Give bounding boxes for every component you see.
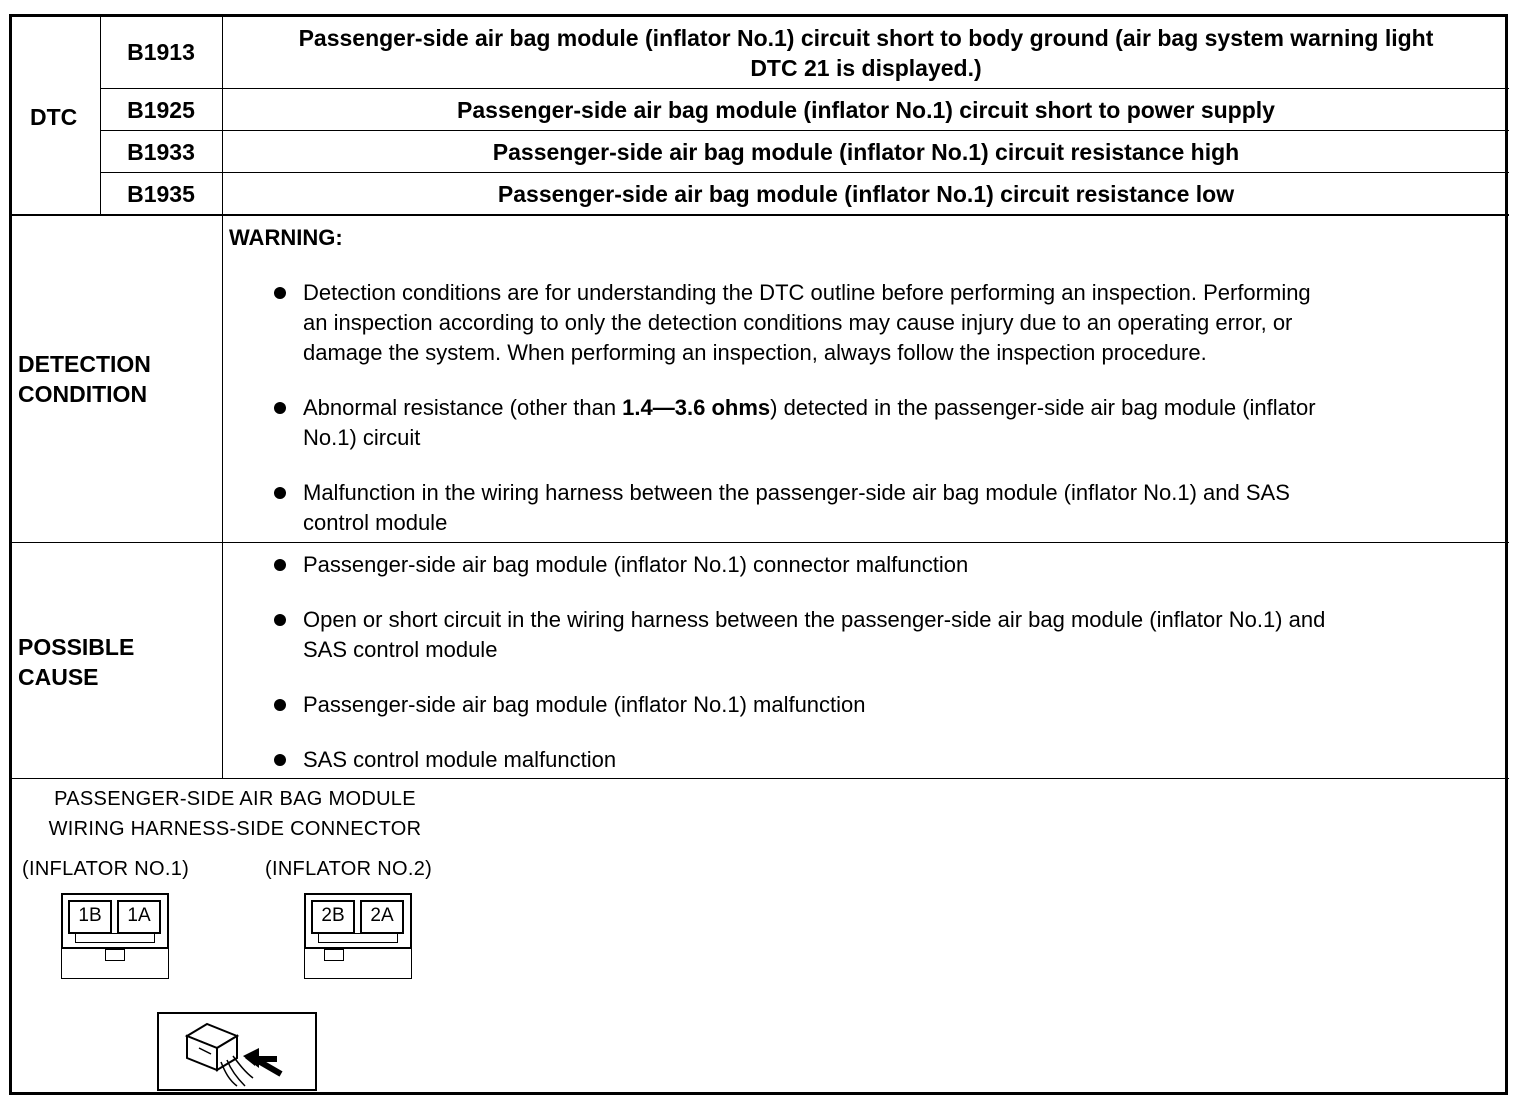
- detection-item-line: damage the system. When performing an inspection, always follow the inspection procedure.: [303, 340, 1207, 365]
- detection-condition-label: [18, 349, 151, 409]
- harness-connector-icon: [157, 1012, 317, 1091]
- section-divider: [11, 542, 1509, 543]
- harness-connector-icon-drawing: [159, 1014, 315, 1089]
- dtc-description-line: DTC 21 is displayed.): [750, 55, 982, 81]
- detection-item-line: [303, 393, 1316, 423]
- bullet-icon: [274, 559, 286, 571]
- bullet-icon: [274, 402, 286, 414]
- dtc-code: B1935: [127, 181, 195, 207]
- inflator-1-connector: [61, 893, 169, 981]
- connector-pin: 2B: [311, 900, 355, 934]
- detection-item: [303, 393, 1316, 453]
- connector-latch: [318, 933, 398, 943]
- resistance-range: 1.4—3.6 ohms: [622, 395, 771, 420]
- cause-item: [303, 605, 1325, 665]
- detection-item: [303, 478, 1290, 538]
- dtc-code: B1925: [127, 97, 195, 123]
- detection-item: [303, 278, 1311, 368]
- bullet-icon: [274, 487, 286, 499]
- detection-item-text: Abnormal resistance (other than: [303, 395, 623, 420]
- connector-pin: 1B: [68, 900, 112, 934]
- label-line: DETECTION: [18, 351, 151, 377]
- connector-pin: 1A: [117, 900, 161, 934]
- warning-title: WARNING:: [229, 225, 343, 250]
- dtc-label: DTC: [30, 104, 78, 130]
- detection-item-text: ) detected in the passenger-side air bag module (inflator: [770, 395, 1316, 420]
- row-divider: [100, 88, 1509, 89]
- inflator-1-label: (INFLATOR NO.1): [22, 858, 190, 880]
- label-line: POSSIBLE: [18, 634, 135, 660]
- dtc-description: [223, 23, 1509, 83]
- row-divider: [100, 172, 1509, 173]
- inflator-2-connector: [304, 893, 412, 981]
- inflator-2-label: (INFLATOR NO.2): [265, 858, 433, 880]
- possible-cause-label: [18, 632, 134, 692]
- connector-tab: [324, 949, 344, 961]
- cause-item-line: Open or short circuit in the wiring harness between the passenger-side air bag module (inflator No.1) and: [303, 607, 1326, 632]
- cause-item: SAS control module malfunction: [303, 747, 617, 772]
- label-line: CONDITION: [18, 381, 148, 407]
- detection-item-line: an inspection according to only the detection conditions may cause injury due to an operating error, or: [303, 310, 1293, 335]
- dtc-description: Passenger-side air bag module (inflator No.1) circuit resistance high: [492, 139, 1240, 165]
- cause-item: Passenger-side air bag module (inflator No.1) malfunction: [303, 692, 866, 717]
- diagram-title-line: WIRING HARNESS-SIDE CONNECTOR: [48, 818, 422, 840]
- connector-base: [304, 949, 412, 979]
- detection-item-line: Malfunction in the wiring harness between the passenger-side air bag module (inflator No.1) and SAS: [303, 480, 1290, 505]
- cause-item-line: SAS control module: [303, 637, 498, 662]
- label-line: CAUSE: [18, 664, 99, 690]
- dtc-description: Passenger-side air bag module (inflator No.1) circuit resistance low: [497, 181, 1235, 207]
- detection-item-line: control module: [303, 510, 448, 535]
- bullet-icon: [274, 287, 286, 299]
- dtc-description-line: Passenger-side air bag module (inflator No.1) circuit short to body ground (air bag system warning light: [298, 25, 1434, 51]
- diagram-title: [22, 784, 448, 844]
- dtc-description: Passenger-side air bag module (inflator No.1) circuit short to power supply: [457, 97, 1275, 123]
- dtc-code: B1933: [127, 139, 195, 165]
- diagram-title-line: PASSENGER-SIDE AIR BAG MODULE: [54, 788, 416, 810]
- dtc-code: B1913: [127, 39, 195, 65]
- section-divider: [11, 778, 1509, 779]
- row-divider: [100, 130, 1509, 131]
- bullet-icon: [274, 754, 286, 766]
- connector-latch: [75, 933, 155, 943]
- detection-item-line: No.1) circuit: [303, 425, 421, 450]
- column-divider: [222, 16, 223, 779]
- bullet-icon: [274, 699, 286, 711]
- connector-tab: [105, 949, 125, 961]
- section-divider: [11, 214, 1509, 216]
- connector-pin: 2A: [360, 900, 404, 934]
- cause-item: Passenger-side air bag module (inflator No.1) connector malfunction: [303, 552, 969, 577]
- detection-item-line: Detection conditions are for understanding the DTC outline before performing an inspection. Performing: [303, 280, 1311, 305]
- bullet-icon: [274, 614, 286, 626]
